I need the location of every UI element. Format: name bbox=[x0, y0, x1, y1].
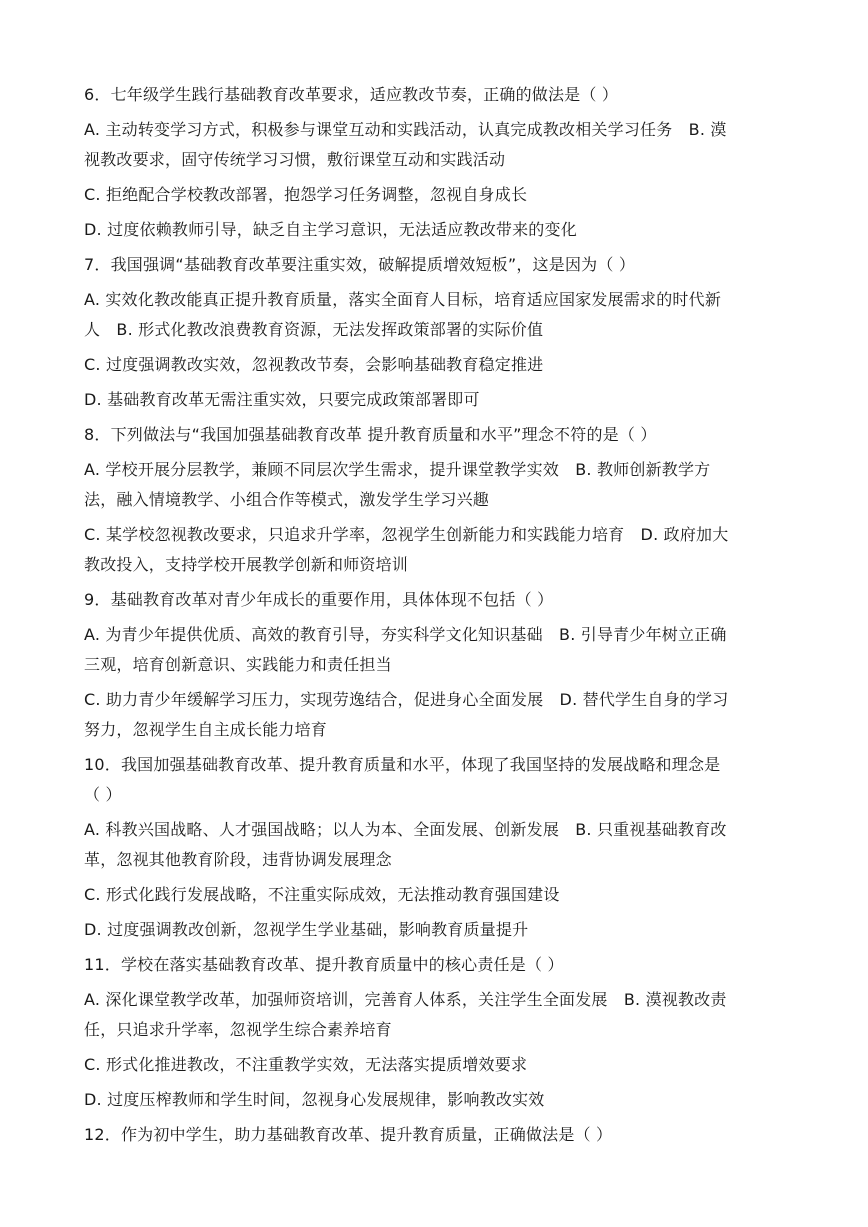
option-line: 法，融入情境教学、小组合作等模式，激发学生学习兴趣 bbox=[84, 490, 490, 509]
question-stem-6: 6．七年级学生践行基础教育改革要求，适应教改节奏，正确的做法是（ ） bbox=[84, 85, 619, 104]
option-line: D. 基础教育改革无需注重实效，只要完成政策部署即可 bbox=[84, 390, 480, 409]
question-stem-7: 7．我国强调“基础教育改革要注重实效，破解提质增效短板”，这是因为（ ） bbox=[84, 255, 636, 274]
option-line: C. 拒绝配合学校教改部署，抱怨学习任务调整，忽视自身成长 bbox=[84, 185, 528, 204]
question-stem-8: 8．下列做法与“我国加强基础教育改革 提升教育质量和水平”理念不符的是（ ） bbox=[84, 425, 657, 444]
option-line: C. 助力青少年缓解学习压力，实现劳逸结合，促进身心全面发展 D. 替代学生自身的学习 bbox=[84, 690, 729, 709]
option-line: 任，只追求升学率，忽视学生综合素养培育 bbox=[84, 1020, 392, 1039]
option-line: A. 为青少年提供优质、高效的教育引导，夯实科学文化知识基础 B. 引导青少年树立正确 bbox=[84, 625, 727, 644]
option-line: 教改投入，支持学校开展教学创新和师资培训 bbox=[84, 555, 409, 574]
option-line: A. 实效化教改能真正提升教育质量，落实全面育人目标，培育适应国家发展需求的时代新 bbox=[84, 290, 722, 309]
option-line: C. 形式化践行发展战略，不注重实际成效，无法推动教育强国建设 bbox=[84, 885, 560, 904]
option-line: A. 深化课堂教学改革，加强师资培训，完善育人体系，关注学生全面发展 B. 漠视教改责 bbox=[84, 990, 727, 1009]
option-line: 努力，忽视学生自主成长能力培育 bbox=[84, 720, 328, 739]
question-stem-10-continued: （ ） bbox=[84, 785, 122, 804]
option-line: 革，忽视其他教育阶段，违背协调发展理念 bbox=[84, 850, 392, 869]
option-line: 三观，培育创新意识、实践能力和责任担当 bbox=[84, 655, 392, 674]
option-line: A. 主动转变学习方式，积极参与课堂互动和实践活动，认真完成教改相关学习任务 B. 漠 bbox=[84, 120, 727, 139]
question-stem-11: 11．学校在落实基础教育改革、提升教育质量中的核心责任是（ ） bbox=[84, 955, 564, 974]
option-line: D. 过度依赖教师引导，缺乏自主学习意识，无法适应教改带来的变化 bbox=[84, 220, 577, 239]
option-line: A. 科教兴国战略、人才强国战略；以人为本、全面发展、创新发展 B. 只重视基础教育改 bbox=[84, 820, 727, 839]
option-line: 视教改要求，固守传统学习习惯，敷衍课堂互动和实践活动 bbox=[84, 150, 506, 169]
option-line: D. 过度强调教改创新，忽视学生学业基础，影响教育质量提升 bbox=[84, 920, 529, 939]
question-stem-10: 10．我国加强基础教育改革、提升教育质量和水平，体现了我国坚持的发展战略和理念是 bbox=[84, 755, 721, 774]
option-line: A. 学校开展分层教学，兼顾不同层次学生需求，提升课堂教学实效 B. 教师创新教学方 bbox=[84, 460, 711, 479]
option-line: D. 过度压榨教师和学生时间，忽视身心发展规律，影响教改实效 bbox=[84, 1090, 545, 1109]
option-line: C. 形式化推进教改，不注重教学实效，无法落实提质增效要求 bbox=[84, 1055, 528, 1074]
question-page bbox=[84, 80, 784, 1150]
option-line: 人 B. 形式化教改浪费教育资源，无法发挥政策部署的实际价值 bbox=[84, 320, 544, 339]
question-stem-9: 9．基础教育改革对青少年成长的重要作用，具体体现不包括（ ） bbox=[84, 590, 554, 609]
option-line: C. 某学校忽视教改要求，只追求升学率，忽视学生创新能力和实践能力培育 D. 政府加大 bbox=[84, 525, 729, 544]
question-stem-12: 12．作为初中学生，助力基础教育改革、提升教育质量，正确做法是（ ） bbox=[84, 1125, 613, 1144]
option-line: C. 过度强调教改实效，忽视教改节奏，会影响基础教育稳定推进 bbox=[84, 355, 544, 374]
